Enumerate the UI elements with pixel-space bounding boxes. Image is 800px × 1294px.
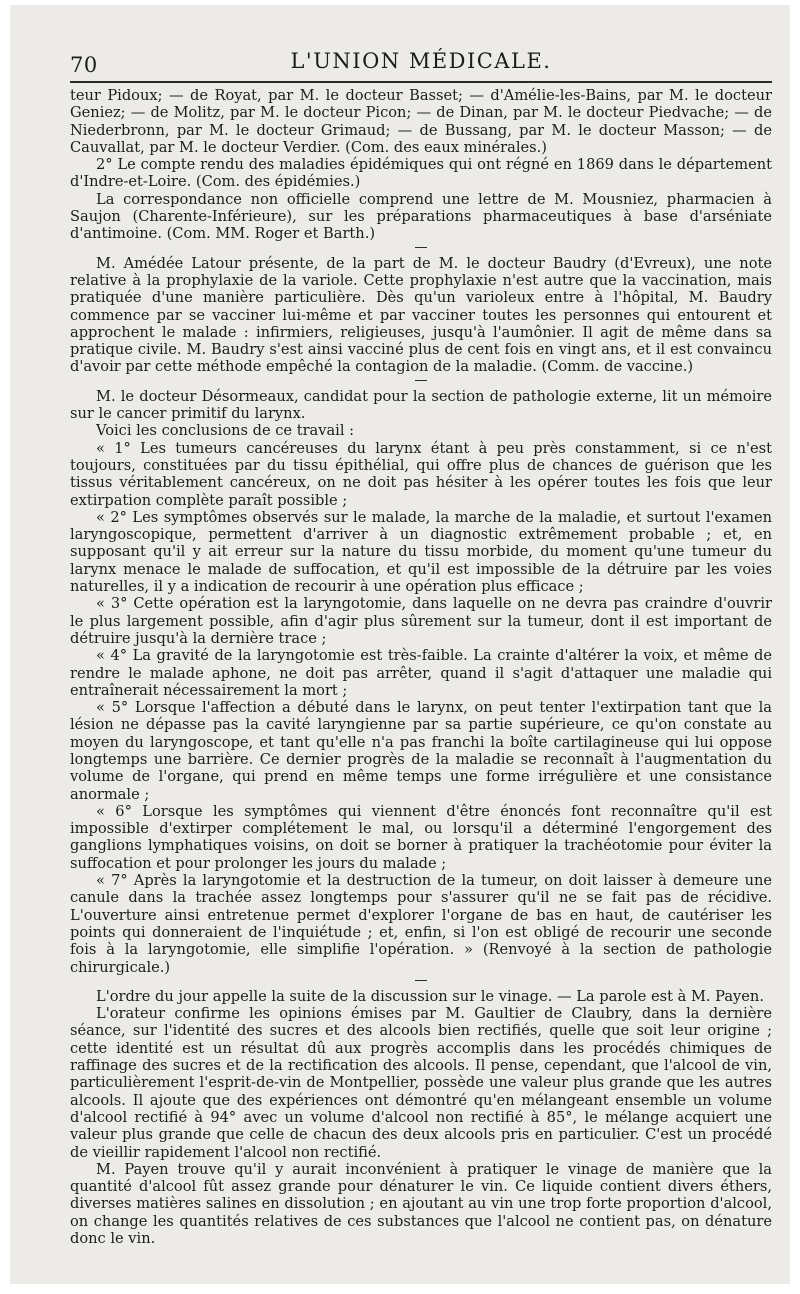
paragraph-correspondence: La correspondance non officielle comprend une lettre de M. Mousniez, pharmacien à Saujon (Charente-Inférieure), sur les préparations pharmaceutiques à base d'arséniate d'antimoine. (Com. MM. Roger et Barth.): [70, 190, 772, 243]
paragraph-order-of-day: L'ordre du jour appelle la suite de la discussion sur le vinage. — La parole est à M. Payen.: [96, 987, 764, 1005]
paragraph-epidemics: 2° Le compte rendu des maladies épidémiques qui ont régné en 1869 dans le département d'Indre-et-Loire. (Com. des épidémies.): [70, 156, 772, 191]
section-separator: [415, 380, 427, 381]
paragraph-conclusion-1: « 1° Les tumeurs cancéreuses du larynx étant à peu près constamment, si ce n'est toujours, constituées par du tissu épithélial, qui offre plus de chances de guérison que les tissus véritablement cancéreux, on ne doit pas hésiter à les opérer toutes les fois que leur extirpation complète paraît possible ;: [70, 439, 772, 509]
paragraph-conclusion-5: « 5° Lorsque l'affection a débuté dans le larynx, on peut tenter l'extirpation tant que la lésion ne dépasse pas la cavité laryngienne par sa partie supérieure, ce qu'on constate au moyen du laryngoscope, et tant qu'elle n'a pas franchi la boîte cartilagineuse qui lui oppose longtemps une barrière. Ce dernier progrès de la maladie se reconnaît à l'augmentation du volume de l'organe, qui prend en même temps une forme irrégulière et une consistance anormale ;: [70, 699, 772, 803]
section-separator: [415, 980, 427, 981]
body-text: [70, 87, 772, 1247]
paragraph-conclusion-2: « 2° Les symptômes observés sur le malade, la marche de la maladie, et surtout l'examen laryngoscopique, permettent d'arriver à un diagnostic extrêmement probable ; et, en supposant qu'il y ait erreur sur la nature du tissu morbide, du moment qu'une tumeur du larynx menace le malade de suffocation, et qu'il est impossible de la détruire par les voies naturelles, il y a indication de recourir à une opération plus efficace ;: [70, 508, 772, 596]
section-separator: [415, 247, 427, 248]
paragraph-conclusion-7: « 7° Après la laryngotomie et la destruction de la tumeur, on doit laisser à demeure une canule dans la trachée assez longtemps pour s'assurer qu'il ne se fait pas de récidive. L'ouverture ainsi entretenue permet d'explorer l'organe de bas en haut, de cautériser les points qui donneraient de l'inquiétude ; et, enfin, si l'on est obligé de recourir une seconde fois à la laryngotomie, elle simplifie l'opération. » (Renvoyé à la section de pathologie chirurgicale.): [70, 872, 772, 976]
paragraph-desormeaux: M. le docteur Désormeaux, candidat pour la section de pathologie externe, lit un mémoire sur le cancer primitif du larynx.: [70, 387, 772, 423]
document-page: [10, 5, 790, 1284]
running-title: L'UNION MÉDICALE.: [290, 49, 552, 73]
page-header: [70, 45, 772, 83]
page-number: 70: [70, 53, 98, 77]
paragraph-conclusion-3: « 3° Cette opération est la laryngotomie, dans laquelle on ne devra pas craindre d'ouvrir le plus largement possible, afin d'agir plus sûrement sur la tumeur, dont il est important de détruire jusqu'à la dernière trace ;: [70, 595, 772, 647]
paragraph-mineral-waters: teur Pidoux; — de Royat, par M. le docteur Basset; — d'Amélie-les-Bains, par M. le docteur Geniez; — de Molitz, par M. le docteur Picon; — de Dinan, par M. le docteur Piedvache; — de Niederbronn, par M. le docteur Grimaud; — de Bussang, par M. le docteur Masson; — de Cauvallat, par M. le docteur Verdier. (Com. des eaux minérales.): [70, 87, 772, 156]
paragraph-latour-vaccination: M. Amédée Latour présente, de la part de M. le docteur Baudry (d'Evreux), une note relative à la prophylaxie de la variole. Cette prophylaxie n'est autre que la vaccination, mais pratiquée d'une manière particulière. Dès qu'un varioleux entre à l'hôpital, M. Baudry commence par se vacciner lui-même et par vacciner toutes les personnes qui entourent et approchent le malade : infirmiers, religieuses, jusqu'à l'aumônier. Il agit de même dans sa pratique civile. M. Baudry s'est ainsi vacciné plus de cent fois en vingt ans, et il est convaincu d'avoir par cette méthode empêché la contagion de la maladie. (Comm. de vaccine.): [70, 254, 772, 376]
paragraph-conclusion-4: « 4° La gravité de la laryngotomie est très-faible. La crainte d'altérer la voix, et même de rendre le malade aphone, ne doit pas arrêter, quand il s'agit d'attaquer une maladie qui entraînerait nécessairement la mort ;: [70, 647, 772, 699]
paragraph-orator: L'orateur confirme les opinions émises par M. Gaultier de Claubry, dans la dernière séance, sur l'identité des sucres et des alcools bien rectifiés, quelle que soit leur origine ; cette identité est un résultat dû aux progrès accomplis dans les procédés chimiques de raffinage des sucres et de la rectification des alcools. Il pense, cependant, que l'alcool de vin, particulièrement l'esprit-de-vin de Montpellier, possède une valeur plus grande que les autres alcools. Il ajoute que des expériences ont démontré qu'en mélangeant ensemble un volume d'alcool rectifié à 94° avec un volume d'alcool non rectifié à 85°, le mélange acquiert une valeur plus grande que celle de chacun des deux alcools pris en particulier. C'est un procédé de vieillir rapidement l'alcool non rectifié.: [70, 1005, 772, 1161]
paragraph-conclusions-intro: Voici les conclusions de ce travail :: [96, 422, 355, 440]
paragraph-payen: M. Payen trouve qu'il y aurait inconvénient à pratiquer le vinage de manière que la quantité d'alcool fût assez grande pour dénaturer le vin. Ce liquide contient divers éthers, diverses matières salines en dissolution ; en ajoutant au vin une trop forte proportion d'alcool, on change les quantités relatives de ces substances que l'alcool ne contient pas, on dénature donc le vin.: [70, 1160, 772, 1247]
paragraph-conclusion-6: « 6° Lorsque les symptômes qui viennent d'être énoncés font reconnaître qu'il est impossible d'extirper complétement le mal, ou lorsqu'il a déterminé l'engorgement des ganglions lymphatiques voisins, on doit se borner à pratiquer la trachéotomie pour éviter la suffocation et pour prolonger les jours du malade ;: [70, 802, 772, 872]
